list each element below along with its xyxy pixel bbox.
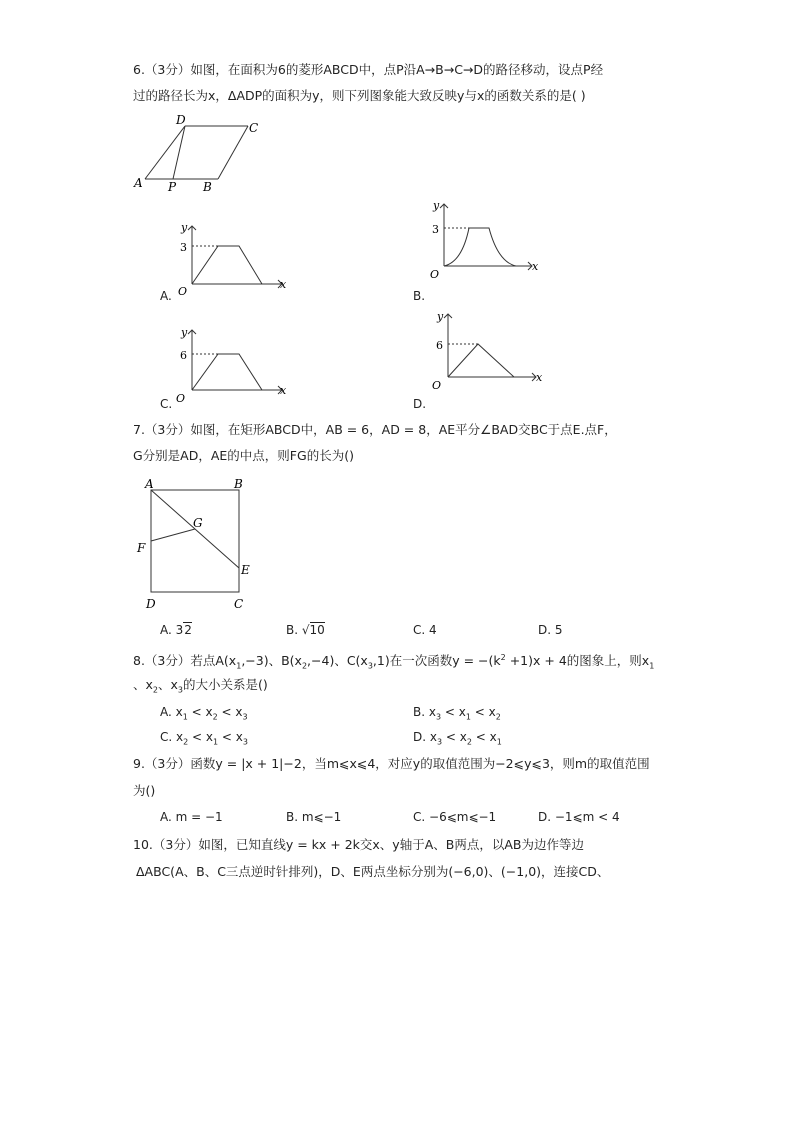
q9-option-d: D. −1⩽m < 4 [538,810,620,824]
q6-graph-b-ytick: 3 [432,223,439,236]
q6-graph-d [422,306,552,394]
q9-option-b: B. m⩽−1 [286,810,342,824]
q7-label-e: E [241,563,250,577]
q6-rhombus-figure [128,110,288,198]
q10-text-line2: ΔABC(A、B、C三点逆时针排列)，D、E两点坐标分别为(−6,0)、(−1,0)，连接CD、 [136,864,610,879]
q6-graph-d-xlabel: x [536,371,543,384]
q6-graph-b-ylabel: y [433,199,440,212]
q6-graph-d-origin: O [432,379,442,392]
q7-option-d: D. 5 [538,623,563,637]
q6-graph-c [170,322,300,406]
q7-text-line1: 7.（3分）如图，在矩形ABCD中，AB = 6，AD = 8，AE平分∠BAD交BC于点E.点F， [133,422,617,437]
q7-label-c: C [234,597,244,611]
q6-label-b: B [203,180,212,194]
q7-option-a-radical: 2 [184,623,192,637]
q6-graph-c-xlabel: x [280,384,287,397]
q6-label-p: P [168,180,177,194]
q6-label-c: C [249,121,259,135]
q6-graph-a-ytick: 3 [180,241,187,254]
q6-label-a: A [134,176,143,190]
q6-graph-a-xlabel: x [280,278,287,291]
q6-option-d-label: D. [413,397,427,411]
q7-label-b: B [234,477,243,491]
q7-option-c: C. 4 [413,623,437,637]
q7-label-d: D [146,597,156,611]
q6-graph-c-ytick: 6 [180,349,187,362]
q8-option-b: B. $x_3 < x_1 < x_2$ [413,705,501,722]
q6-graph-b [422,196,552,284]
q8-option-a: A. $x_1 < x_2 < x_3$ [160,705,248,722]
q9-option-c: C. −6⩽m⩽−1 [413,810,497,824]
q8-option-d: D. $x_3 < x_2 < x_1$ [413,730,502,747]
q9-option-a: A. m = −1 [160,810,223,824]
q7-text-line2: G分别是AD，AE的中点，则FG的长为() [133,448,354,463]
q6-graph-d-ytick: 6 [436,339,443,352]
q7-label-f: F [137,541,146,555]
q7-option-b: B. √10 [286,623,325,637]
q10-text-line1: 10.（3分）如图，已知直线y = kx + 2k交x、y轴于A、B两点，以AB为边作等边 [133,837,584,852]
q6-option-b-label: B. [413,289,426,303]
q6-label-d: D [176,113,186,127]
q8-option-c: C. $x_2 < x_1 < x_3$ [160,730,248,747]
q6-option-a-label: A. [160,289,172,303]
q7-rectangle-figure [130,474,260,616]
q7-option-a: A. 32 [160,623,192,637]
q9-text-line2: 为() [133,783,156,798]
q6-graph-b-origin: O [430,268,440,281]
q6-graph-d-ylabel: y [437,310,444,323]
q7-option-b-radical: 10 [309,623,325,637]
q9-text-line1: 9.（3分）函数y = |x + 1|−2，当m⩽x⩽4，对应y的取值范围为−2⩽y⩽3，则m的取值范围 [133,756,650,771]
q6-graph-a-origin: O [178,285,188,298]
q8-text-line1: 8.（3分）若点$A(x_1,-3)$、$B(x_2,-4)$、$C(x_3,1)$在一次函数$y = -(k^2 +1)x + 4$的图象上，则$x_1$ [133,653,655,671]
q7-label-a: A [145,477,154,491]
q6-text-line1: 6.（3分）如图，在面积为6的菱形ABCD中，点P沿A→B→C→D的路径移动，设点P经 [133,62,604,77]
q6-option-c-label: C. [160,397,173,411]
q6-graph-c-origin: O [176,392,186,405]
q6-graph-c-ylabel: y [181,326,188,339]
q6-graph-b-xlabel: x [532,260,539,273]
q7-label-g: G [193,516,203,530]
q6-graph-a-ylabel: y [181,221,188,234]
q8-text-line2: 、$x_2$、$x_3$的大小关系是() [133,677,268,695]
q6-graph-a [170,218,300,300]
q6-text-line2: 过的路径长为x，ΔADP的面积为y，则下列图象能大致反映y与x的函数关系的是( ) [133,88,586,103]
